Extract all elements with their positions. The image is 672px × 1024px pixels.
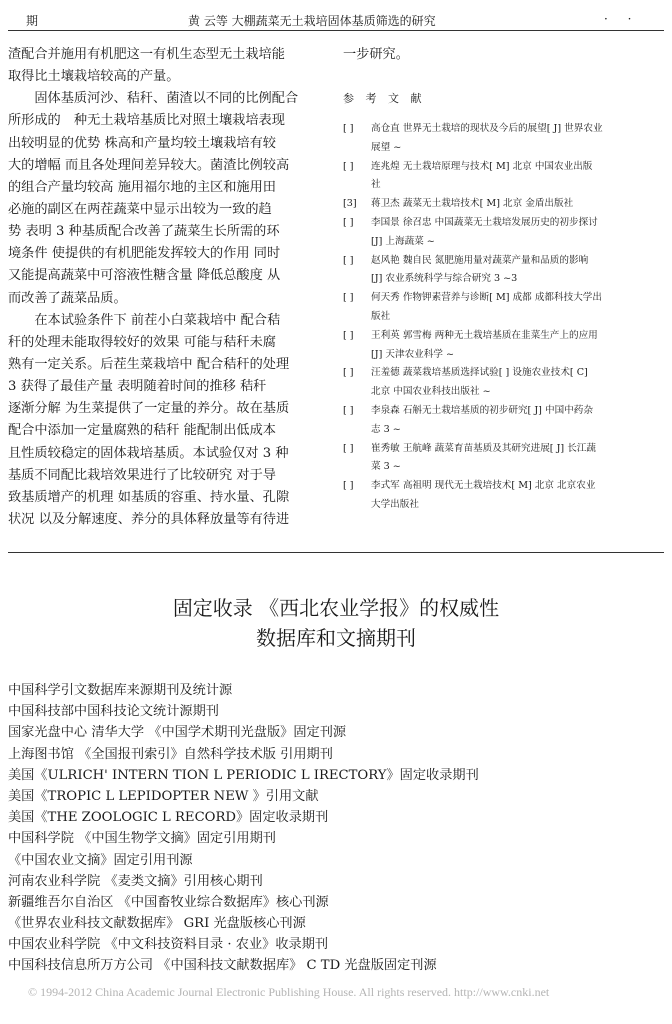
indexing-entry: 美国《TROPIC L LEPIDOPTER NEW 》引用文献 xyxy=(8,788,319,804)
references-heading: 参 考 文 献 xyxy=(343,92,426,105)
article-line: 又能提高蔬菜中可溶液性糖含量 降低总酸度 从 xyxy=(8,268,281,284)
reference-text: 汪羞德 蔬菜栽培基质选择试验[ ] 设施农业技术[ C] xyxy=(371,367,588,379)
reference-text: 赵风艳 魏自民 氮肥施用量对蔬菜产量和品质的影响 xyxy=(371,254,589,266)
copyright-watermark: © 1994-2012 China Academic Journal Electronic Publishing House. All rights reserved. http://www.cnki.net xyxy=(28,985,550,999)
article-line: 出较明显的优势 株高和产量均较土壤栽培有较 xyxy=(8,135,276,151)
reference-number: [ ] xyxy=(343,123,354,134)
indexing-entry: 中国科技部中国科技论文统计源期刊 xyxy=(8,704,219,720)
reference-text: 志 3 ~ xyxy=(371,423,401,435)
indexing-entry: 河南农业科学院 《麦类文摘》引用核心期刊 xyxy=(8,873,263,889)
indexing-entry: 中国科技信息所万方公司 《中国科技文献数据库》 C TD 光盘版固定刊源 xyxy=(8,958,437,974)
references-list xyxy=(343,120,661,515)
indexing-entry: 中国科学院 《中国生物学文摘》固定引用期刊 xyxy=(8,831,276,847)
article-left-column xyxy=(8,44,326,531)
reference-text: 崔秀敏 王航峰 蔬菜育苗基质及其研究进展[ J] 长江蔬 xyxy=(371,442,596,454)
article-line: 且性质较稳定的固体栽培基质。本试验仅对 3 种 xyxy=(8,445,289,461)
article-line: 逐渐分解 为生菜提供了一定量的养分。故在基质 xyxy=(8,401,290,417)
reference-number: [ ] xyxy=(343,160,354,172)
reference-number: [ ] xyxy=(343,404,354,416)
reference-text: 李泉森 石斛无土栽培基质的初步研究[ J] 中国中药杂 xyxy=(371,404,593,416)
reference-item xyxy=(343,402,661,440)
reference-text: 北京 中国农业科技出版社 ~ xyxy=(371,386,491,398)
reference-item xyxy=(343,195,661,214)
reference-item xyxy=(343,327,661,365)
indexing-entry: 《中国农业文摘》固定引用刊源 xyxy=(8,852,193,868)
notice-subtitle: 数据库和文摘期刊 xyxy=(256,626,416,650)
reference-text: 李式军 高祖明 现代无土栽培技术[ M] 北京 北京农业 xyxy=(371,480,596,492)
header-rule xyxy=(8,30,664,31)
article-line: 势 表明 3 种基质配合改善了蔬菜生长所需的环 xyxy=(8,224,280,240)
article-continuation: 一步研究。 xyxy=(343,47,409,62)
reference-text: 连兆煌 无土栽培原理与技术[ M] 北京 中国农业出版 xyxy=(371,160,593,172)
reference-number: [3] xyxy=(343,198,357,210)
reference-text: 高仓直 世界无土栽培的现状及今后的展望[ J] 世界农业 xyxy=(371,123,603,134)
indexing-entry: 美国《THE ZOOLOGIC L RECORD》固定收录期刊 xyxy=(8,810,329,826)
article-line: 状况 以及分解速度、养分的具体释放量等有待进 xyxy=(8,511,290,527)
article-right-column xyxy=(343,44,661,515)
article-line: 配合中添加一定量腐熟的秸秆 能配制出低成本 xyxy=(8,423,276,439)
indexing-entry: 中国科学引文数据库来源期刊及统计源 xyxy=(8,683,233,698)
article-line: 必施的副区在两茬蔬菜中显示出较为一致的趋 xyxy=(8,201,272,217)
reference-number: [ ] xyxy=(343,329,354,341)
article-line: 固体基质河沙、秸秆、菌渣以不同的比例配合 xyxy=(8,91,299,107)
reference-number: [ ] xyxy=(343,480,354,492)
header-issue: 期 xyxy=(26,14,39,28)
indexing-entry: 国家光盘中心 清华大学 《中国学术期刊光盘版》固定刊源 xyxy=(8,725,347,741)
article-line: 所形成的 种无土栽培基质比对照土壤栽培表现 xyxy=(8,113,285,129)
article-line: 熟有一定关系。后茬生菜栽培中 配合秸秆的处理 xyxy=(8,356,290,372)
reference-text: 社 xyxy=(371,179,381,191)
article-line: 的组合产量均较高 施用福尔地的主区和施用田 xyxy=(8,179,276,195)
reference-text: [J] 上海蔬菜 ~ xyxy=(371,235,435,247)
reference-text: 王利英 郭雪梅 两种无土栽培基质在韭菜生产上的应用 xyxy=(371,329,598,341)
indexing-list xyxy=(8,680,672,977)
reference-item xyxy=(343,120,661,158)
article-line: 境条件 使提供的有机肥能发挥较大的作用 同时 xyxy=(8,246,281,262)
article-line: 取得比土壤栽培较高的产量。 xyxy=(8,69,180,85)
article-line: 在本试验条件下 前茬小白菜栽培中 配合秸 xyxy=(8,312,281,328)
article-line: 渣配合并施用有机肥这一有机生态型无土栽培能 xyxy=(8,47,285,62)
reference-item xyxy=(343,158,661,196)
reference-item xyxy=(343,364,661,402)
indexing-entry: 新疆维吾尔自治区 《中国畜牧业综合数据库》核心刊源 xyxy=(8,894,329,910)
running-header xyxy=(0,12,672,30)
reference-item xyxy=(343,214,661,252)
reference-item xyxy=(343,440,661,478)
reference-text: 展望 ~ xyxy=(371,141,402,153)
reference-item xyxy=(343,477,661,515)
notice-title: 固定收录 《西北农业学报》的权威性 xyxy=(172,596,500,620)
reference-text: 何天秀 作物钾素营养与诊断[ M] 成都 成都科技大学出 xyxy=(371,292,602,304)
header-title: 黄 云等 大棚蔬菜无土栽培固体基质筛选的研究 xyxy=(188,14,436,28)
article-line: 3 获得了最佳产量 表明随着时间的推移 秸秆 xyxy=(8,379,267,395)
indexing-entry: 美国《ULRICH' INTERN TION L PERIODIC L IRECTORY》固定收录期刊 xyxy=(8,767,479,783)
article-line: 基质不同配比栽培效果进行了比较研究 对于导 xyxy=(8,467,276,483)
article-line: 致基质增产的机理 如基质的容重、持水量、孔隙 xyxy=(8,489,290,505)
reference-text: [J] 天津农业科学 ~ xyxy=(371,348,455,360)
reference-number: [ ] xyxy=(343,367,354,379)
article-line: 大的增幅 而且各处理间差异较大。菌渣比例较高 xyxy=(8,157,290,173)
section-divider xyxy=(8,552,664,553)
reference-text: [J] 农业系统科学与综合研究 3 ~3 xyxy=(371,273,518,285)
header-page-number: · · xyxy=(604,12,640,26)
indexing-entry: 中国农业科学院 《中文科技资料目录 · 农业》收录期刊 xyxy=(8,937,329,953)
reference-number: [ ] xyxy=(343,216,354,228)
reference-number: [ ] xyxy=(343,254,354,266)
reference-text: 大学出版社 xyxy=(371,498,419,510)
reference-item xyxy=(343,289,661,327)
reference-text: 菜 3 ~ xyxy=(371,461,401,473)
article-line: 而改善了蔬菜品质。 xyxy=(8,290,127,306)
reference-text: 版社 xyxy=(371,310,391,322)
indexing-entry: 《世界农业科技文献数据库》 GRI 光盘版核心刊源 xyxy=(8,916,306,932)
reference-number: [ ] xyxy=(343,292,354,304)
indexing-entry: 上海图书馆 《全国报刊索引》自然科学技术版 引用期刊 xyxy=(8,746,333,762)
reference-number: [ ] xyxy=(343,442,354,454)
reference-text: 蒋卫杰 蔬菜无土栽培技术[ M] 北京 金盾出版社 xyxy=(371,198,574,210)
article-line: 秆的处理未能取得较好的效果 可能与秸秆未腐 xyxy=(8,334,276,350)
reference-text: 李国景 徐召忠 中国蔬菜无土栽培发展历史的初步探讨 xyxy=(371,216,598,228)
reference-item xyxy=(343,252,661,290)
